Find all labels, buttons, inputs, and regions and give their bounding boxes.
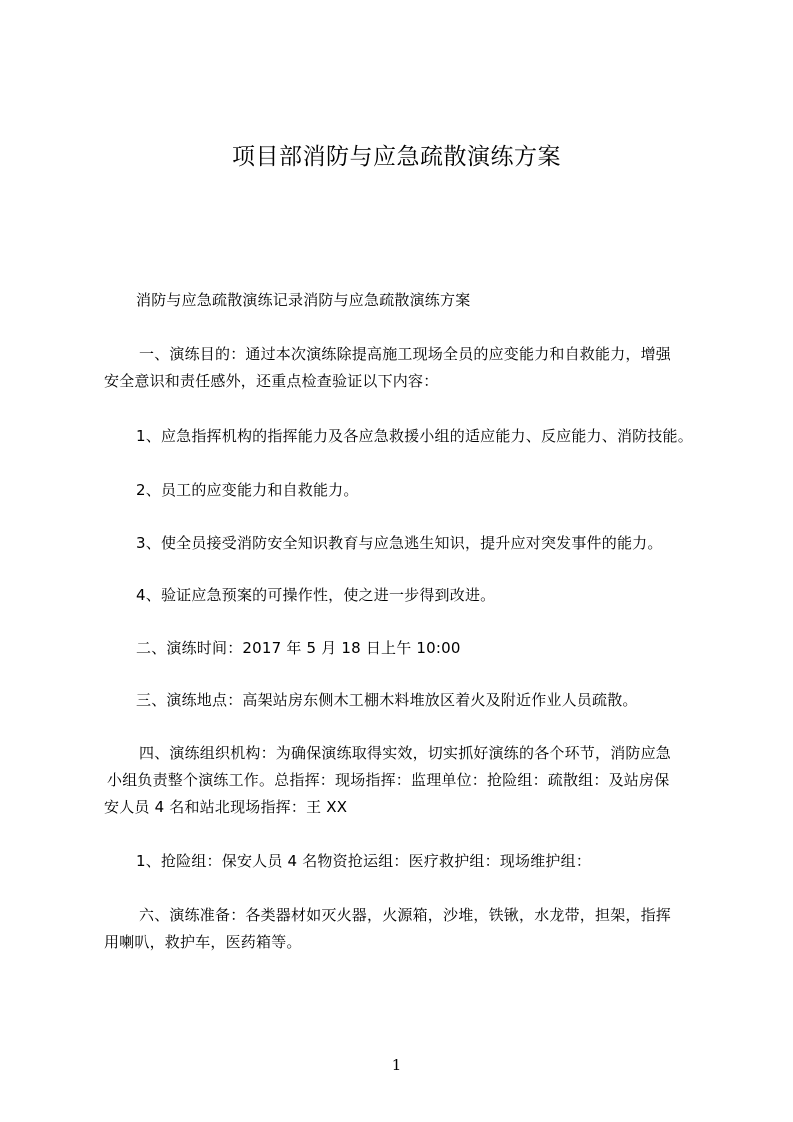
organization-line-2: 小组负责整个演练工作。总指挥：现场指挥：监理单位：抢险组：疏散组：及站房保 — [107, 771, 670, 789]
list-item: 1、应急指挥机构的指挥能力及各应急救援小组的适应能力、反应能力、消防技能。 — [136, 427, 693, 445]
purpose-line-2: 安全意识和责任感外，还重点检查验证以下内容： — [104, 372, 439, 390]
list-item: 3、使全员接受消防安全知识教育与应急逃生知识，提升应对突发事件的能力。 — [136, 534, 663, 552]
document-title: 项目部消防与应急疏散演练方案 — [232, 144, 561, 170]
document-subtitle: 消防与应急疏散演练记录消防与应急疏散演练方案 — [136, 291, 471, 309]
list-item: 2、员工的应变能力和自救能力。 — [136, 481, 359, 499]
organization-line-1: 四、演练组织机构：为确保演练取得实效，切实抓好演练的各个环节，消防应急 — [139, 744, 672, 762]
page-number: 1 — [391, 1056, 402, 1074]
list-item: 4、验证应急预案的可操作性，使之进一步得到改进。 — [136, 586, 496, 604]
preparation-line-2: 用喇叭，救护车，医药箱等。 — [104, 933, 302, 951]
organization-line-3: 安人员 4 名和站北现场指挥：王 XX — [104, 798, 348, 816]
drill-groups: 1、抢险组：保安人员 4 名物资抢运组：医疗救护组：现场维护组： — [136, 852, 592, 870]
preparation-line-1: 六、演练准备：各类器材如灭火器，火源箱，沙堆，铁锹，水龙带，担架，指挥 — [139, 906, 672, 924]
purpose-line-1: 一、演练目的：通过本次演练除提高施工现场全员的应变能力和自救能力，增强 — [139, 345, 672, 363]
drill-location: 三、演练地点：高架站房东侧木工棚木料堆放区着火及附近作业人员疏散。 — [136, 691, 638, 709]
drill-time: 二、演练时间：2017 年 5 月 18 日上午 10:00 — [136, 639, 461, 657]
